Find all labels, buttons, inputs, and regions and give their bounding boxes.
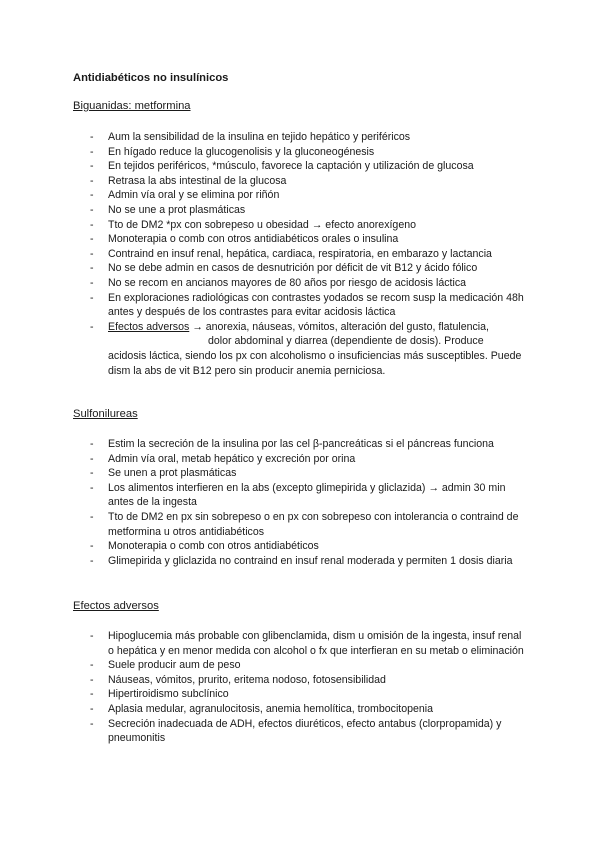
list-item: - Náuseas, vómitos, prurito, eritema nodoso, fotosensibilidad (90, 673, 530, 688)
list-item: - Contraind en insuf renal, hepática, cardiaca, respiratoria, en embarazo y lactancia (90, 247, 530, 262)
list-item: - Se unen a prot plasmáticas (90, 466, 530, 481)
biguanidas-list (90, 130, 530, 378)
list-item: - No se une a prot plasmáticas (90, 203, 530, 218)
list-item: - Aum la sensibilidad de la insulina en tejido hepático y periféricos (90, 130, 530, 145)
list-item: - Admin vía oral, metab hepático y excreción por orina (90, 452, 530, 467)
adverse-effects-label: Efectos adversos (108, 320, 190, 333)
list-item: - Admin vía oral y se elimina por riñón (90, 188, 530, 203)
list-item: - Monoterapia o comb con otros antidiabéticos orales o insulina (90, 232, 530, 247)
list-item: - Estim la secreción de la insulina por las cel β-pancreáticas si el páncreas funciona (90, 437, 530, 452)
efectos-adversos-heading: Efectos adversos (73, 600, 159, 612)
list-item: - Tto de DM2 *px con sobrepeso u obesidad → efecto anorexígeno (90, 218, 530, 233)
list-item: - Aplasia medular, agranulocitosis, anemia hemolítica, trombocitopenia (90, 702, 530, 717)
sulfonilureas-list (90, 437, 530, 568)
adverse-effects-line3: acidosis láctica, siendo los px con alcoholismo o insuficiencias más susceptibles. Puede dism la abs de vit B12 pero sin producir anemia perniciosa. (108, 349, 522, 377)
list-item: - Monoterapia o comb con otros antidiabéticos (90, 539, 530, 554)
list-item: - En tejidos periféricos, *músculo, favorece la captación y utilización de glucosa (90, 159, 530, 174)
biguanidas-heading: Biguanidas: metformina (73, 100, 191, 112)
list-item: - No se debe admin en casos de desnutrición por déficit de vit B12 y ácido fólico (90, 261, 530, 276)
list-item: - Hipoglucemia más probable con glibenclamida, dism u omisión de la ingesta, insuf renal o hepática y en menor medida con alcohol o fx que interfieran en su metab o eliminación (90, 629, 530, 658)
list-item: - Retrasa la abs intestinal de la glucosa (90, 174, 530, 189)
list-item: - En hígado reduce la glucogenolisis y la gluconeogénesis (90, 145, 530, 160)
adverse-effects-line1: → anorexia, náuseas, vómitos, alteración del gusto, flatulencia, (189, 320, 489, 333)
list-item: - Secreción inadecuada de ADH, efectos diuréticos, efecto antabus (clorpropamida) y pneumonitis (90, 717, 530, 746)
list-item: - Los alimentos interfieren en la abs (excepto glimepirida y gliclazida) → admin 30 min antes de la ingesta (90, 481, 530, 510)
list-item: - En exploraciones radiológicas con contrastes yodados se recom susp la medicación 48h antes y después de los contrastes para evitar acidosis láctica (90, 291, 530, 320)
list-item: - Tto de DM2 en px sin sobrepeso o en px con sobrepeso con intolerancia o contraind de metformina u otros antidiabéticos (90, 510, 530, 539)
adverse-effects-line2: dolor abdominal y diarrea (dependiente de dosis). Produce (208, 335, 484, 348)
list-item: - Hipertiroidismo subclínico (90, 687, 530, 702)
efectos-adversos-list (90, 629, 530, 746)
list-item: - No se recom en ancianos mayores de 80 años por riesgo de acidosis láctica (90, 276, 530, 291)
sulfonilureas-heading: Sulfonilureas (73, 408, 138, 420)
list-item: - Glimepirida y gliclazida no contraind en insuf renal moderada y permiten 1 dosis diaria (90, 554, 530, 569)
document-title: Antidiabéticos no insulínicos (73, 72, 229, 84)
list-item: - Suele producir aum de peso (90, 658, 530, 673)
list-item-adverse-effects (90, 320, 530, 378)
